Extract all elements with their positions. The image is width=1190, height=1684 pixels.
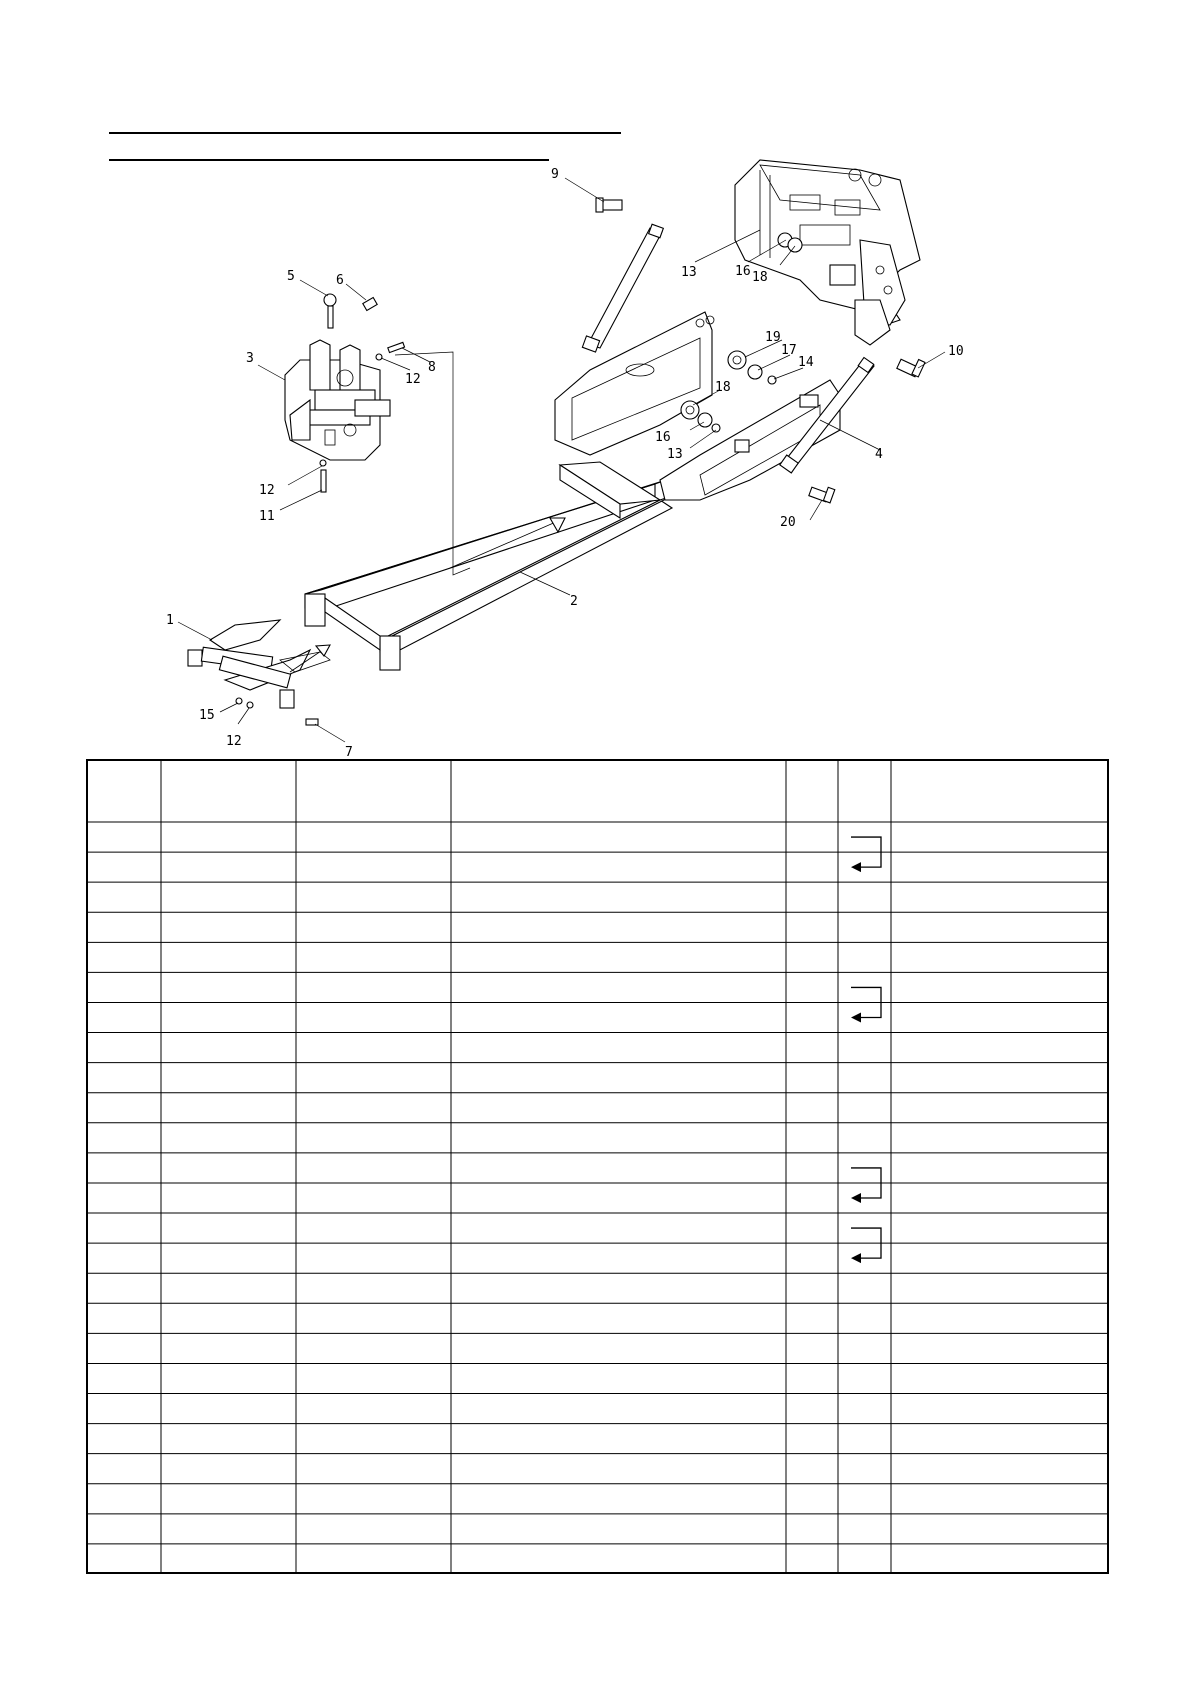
callout-12a: 12 [405, 372, 421, 387]
callout-14: 14 [798, 355, 814, 370]
bracket-arrowhead [851, 1013, 861, 1023]
callout-8: 8 [428, 360, 436, 375]
bolt-10 [897, 359, 925, 377]
parts-list-table [86, 759, 1109, 1574]
callout-19: 19 [765, 330, 781, 345]
callout-3: 3 [246, 351, 254, 366]
callout-18b: 18 [715, 380, 731, 395]
callout-17: 17 [781, 343, 797, 358]
callout-6: 6 [336, 273, 344, 288]
callout-1: 1 [166, 613, 174, 628]
bracket-arrowhead [851, 1253, 861, 1263]
callout-13a: 13 [681, 265, 697, 280]
bolt-9 [596, 198, 622, 212]
callout-4: 4 [875, 447, 883, 462]
callout-15: 15 [199, 708, 215, 723]
callout-16b: 16 [655, 430, 671, 445]
pivot-bracket [285, 294, 405, 492]
rear-housing [735, 160, 920, 345]
callout-13b: 13 [667, 447, 683, 462]
exploded-parts-diagram [0, 0, 1190, 760]
main-frame-rail [305, 312, 840, 670]
callout-10: 10 [948, 344, 964, 359]
callout-12b: 12 [259, 483, 275, 498]
callout-12c: 12 [226, 734, 242, 749]
callout-7: 7 [345, 745, 353, 760]
paired-row-brackets [851, 837, 881, 1263]
upper-strut [582, 224, 663, 352]
nut-stack-upper [728, 351, 776, 384]
bracket-arrowhead [851, 862, 861, 872]
callout-16a: 16 [735, 264, 751, 279]
callout-9: 9 [551, 167, 559, 182]
callout-18a: 18 [752, 270, 768, 285]
callout-11: 11 [259, 509, 275, 524]
callout-20: 20 [780, 515, 796, 530]
callout-5: 5 [287, 269, 295, 284]
callout-2: 2 [570, 594, 578, 609]
nut-stack-lower [681, 401, 720, 432]
table-grid [86, 759, 1109, 1574]
bracket-arrowhead [851, 1193, 861, 1203]
